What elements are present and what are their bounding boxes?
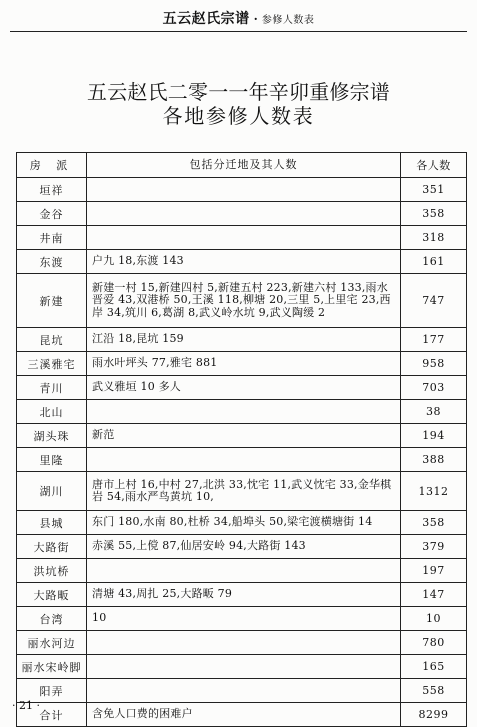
total-cell: 8299 [401,703,467,727]
table-row [17,250,467,274]
total-cell: 10 [401,607,467,631]
total-cell: 351 [401,178,467,202]
header-branch: 房 派 [17,153,87,178]
table-row [17,424,467,448]
header-total: 各人数 [401,153,467,178]
table-row [17,226,467,250]
places-cell [87,178,401,202]
places-cell: 新范 [87,424,401,448]
running-header [0,9,477,30]
total-cell: 165 [401,655,467,679]
places-cell: 雨水叶坪头 77,雅宅 881 [87,352,401,376]
places-cell: 新建一村 15,新建四村 5,新建五村 223,新建六村 133,雨水晋爱 43,双港桥 50,王溪 118,柳塘 20,三里 5,上里宅 23,西岸 34,筑川 6,葛湖 8,武义岭水坑 9,武义陶缓 2 [87,274,401,328]
table-row [17,352,467,376]
places-cell: 含免人口费的困难户 [87,703,401,727]
header-places: 包括分迁地及其人数 [87,153,401,178]
total-cell: 379 [401,535,467,559]
branch-cell: 东渡 [17,250,87,274]
places-cell [87,400,401,424]
total-cell: 194 [401,424,467,448]
page-title-line-2: 各地参修人数表 [162,104,315,128]
places-cell [87,202,401,226]
places-cell [87,559,401,583]
total-cell: 747 [401,274,467,328]
branch-cell: 台湾 [17,607,87,631]
total-cell: 358 [401,511,467,535]
table-row [17,607,467,631]
table-total-row [17,703,467,727]
places-cell: 东门 180,水南 80,杜桥 34,船埠头 50,梁宅渡横塘街 14 [87,511,401,535]
table-row [17,472,467,511]
page-number: · 21 · [12,699,40,712]
branch-cell: 丽水河边 [17,631,87,655]
table-row [17,328,467,352]
table-header-row [17,153,467,178]
total-cell: 958 [401,352,467,376]
total-cell: 358 [401,202,467,226]
places-cell: 户九 18,东渡 143 [87,250,401,274]
total-cell: 388 [401,448,467,472]
branch-cell: 合计 [17,703,87,727]
places-cell [87,631,401,655]
table-row [17,274,467,328]
branch-cell: 洪坑桥 [17,559,87,583]
table-row [17,535,467,559]
running-header-book-title: 五云赵氏宗谱 [162,11,250,27]
places-cell: 赤溪 55,上傥 87,仙居安岭 94,大路街 143 [87,535,401,559]
table-row [17,679,467,703]
places-cell [87,226,401,250]
participant-count-table [16,152,467,727]
branch-cell: 金谷 [17,202,87,226]
total-cell: 558 [401,679,467,703]
places-cell [87,448,401,472]
branch-cell: 垣祥 [17,178,87,202]
branch-cell: 三溪雅宅 [17,352,87,376]
table-row [17,631,467,655]
places-cell [87,679,401,703]
total-cell: 177 [401,328,467,352]
running-header-separator: · [253,12,258,26]
places-cell: 唐市上村 16,中村 27,北洪 33,忱宅 11,武义忱宅 33,金华棋岩 54,雨水严鸟黄坑 10, [87,472,401,511]
branch-cell: 湖头珠 [17,424,87,448]
total-cell: 1312 [401,472,467,511]
branch-cell: 县城 [17,511,87,535]
branch-cell: 新建 [17,274,87,328]
table-row [17,376,467,400]
total-cell: 780 [401,631,467,655]
total-cell: 38 [401,400,467,424]
table-row [17,655,467,679]
header-rule [10,31,467,32]
running-header-section-title: 参修人数表 [261,15,315,26]
table-row [17,202,467,226]
places-cell: 清塘 43,周扎 25,大路畈 79 [87,583,401,607]
places-cell: 武义雅垣 10 多人 [87,376,401,400]
total-cell: 703 [401,376,467,400]
table-row [17,448,467,472]
table-row [17,178,467,202]
branch-cell: 大路畈 [17,583,87,607]
branch-cell: 井南 [17,226,87,250]
branch-cell: 青川 [17,376,87,400]
table-row [17,400,467,424]
total-cell: 161 [401,250,467,274]
branch-cell: 丽水宋岭脚 [17,655,87,679]
table-row [17,511,467,535]
table-row [17,559,467,583]
places-cell: 江沿 18,昆坑 159 [87,328,401,352]
branch-cell: 里隆 [17,448,87,472]
table-row [17,583,467,607]
branch-cell: 昆坑 [17,328,87,352]
branch-cell: 湖川 [17,472,87,511]
places-cell: 10 [87,607,401,631]
branch-cell: 北山 [17,400,87,424]
branch-cell: 大路街 [17,535,87,559]
branch-cell: 阳弄 [17,679,87,703]
total-cell: 197 [401,559,467,583]
places-cell [87,655,401,679]
total-cell: 318 [401,226,467,250]
page-title-line-1: 五云赵氏二零一一年辛卯重修宗谱 [87,80,390,104]
total-cell: 147 [401,583,467,607]
